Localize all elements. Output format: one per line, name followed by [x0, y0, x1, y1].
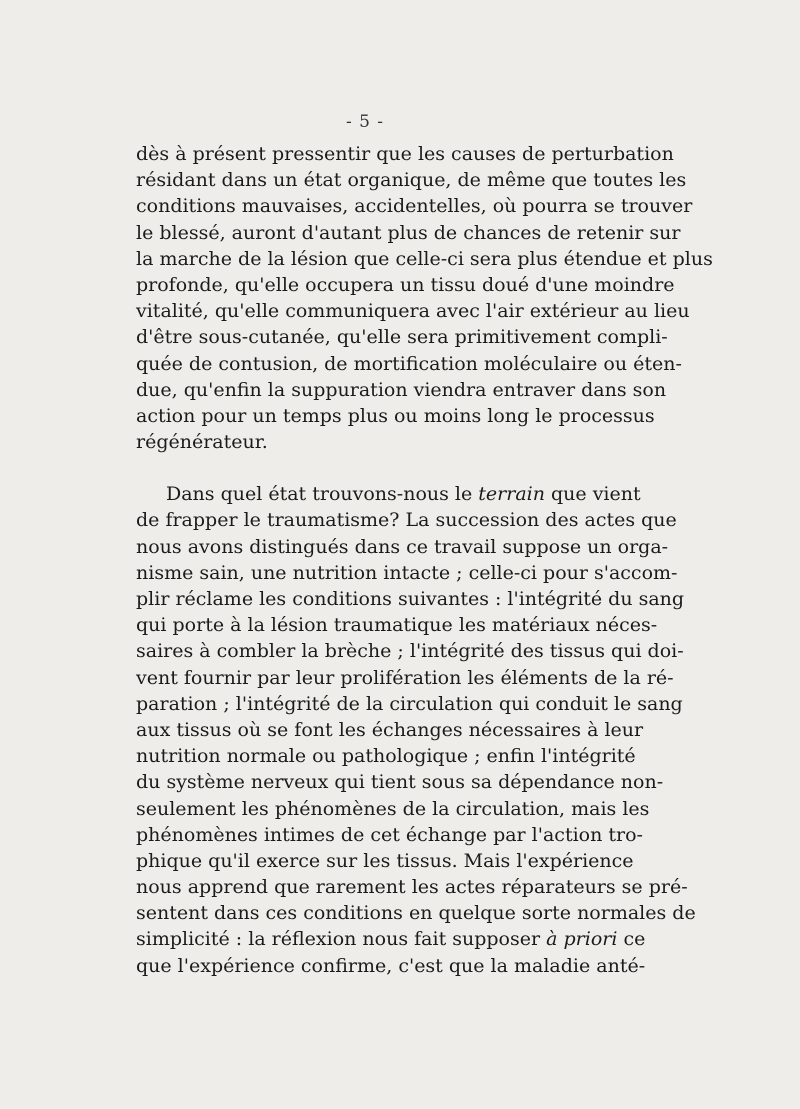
- text-line: nous apprend que rarement les actes réparateurs se pré-: [136, 876, 688, 899]
- text-line: vent fournir par leur prolifération les éléments de la ré-: [136, 666, 674, 689]
- text-line: d'être sous-cutanée, qu'elle sera primitivement compli-: [136, 326, 668, 349]
- italic-term: terrain: [478, 483, 545, 506]
- text-line: la marche de la lésion que celle-ci sera plus étendue et plus: [136, 247, 713, 270]
- text-line: nutrition normale ou pathologique ; enfin l'intégrité: [136, 745, 636, 768]
- text-line: vitalité, qu'elle communiquera avec l'air extérieur au lieu: [136, 300, 690, 323]
- page-number: - 5 -: [345, 112, 385, 132]
- text-line: [136, 481, 641, 507]
- text-line: seulement les phénomènes de la circulation, mais les: [136, 797, 650, 820]
- italic-term: à priori: [546, 928, 618, 951]
- paragraph-gap: [136, 455, 612, 481]
- text-line: action pour un temps plus ou moins long le processus: [136, 404, 655, 427]
- text-line: plir réclame les conditions suivantes : l'intégrité du sang: [136, 588, 685, 610]
- text-line: aux tissus où se font les échanges nécessaires à leur: [136, 718, 644, 741]
- text-line: due, qu'enfin la suppuration viendra entraver dans son: [136, 378, 667, 401]
- text-line: régénérateur.: [136, 431, 268, 454]
- text-line: résidant dans un état organique, de même que toutes les: [136, 169, 687, 192]
- text-line: saires à combler la brèche ; l'intégrité des tissus qui doi-: [136, 640, 684, 663]
- text-line: qui porte à la lésion traumatique les matériaux néces-: [136, 614, 658, 637]
- text-line: de frapper le traumatisme? La succession des actes que: [136, 509, 677, 532]
- text-line: phénomènes intimes de cet échange par l'action tro-: [136, 823, 643, 846]
- text-body: [136, 141, 713, 979]
- text-line: sentent dans ces conditions en quelque sorte normales de: [136, 902, 696, 925]
- text-line: conditions mauvaises, accidentelles, où pourra se trouver: [136, 195, 693, 218]
- text-line: nous avons distingués dans ce travail suppose un orga-: [136, 535, 669, 558]
- text-line: du système nerveux qui tient sous sa dépendance non-: [136, 771, 664, 794]
- text-run: simplicité : la réflexion nous fait supposer: [136, 928, 547, 951]
- text-line: que l'expérience confirme, c'est que la maladie anté-: [136, 954, 646, 977]
- text-run: Dans quel état trouvons-nous le: [166, 483, 479, 506]
- paragraph-1: [136, 141, 713, 455]
- text-line: nisme sain, une nutrition intacte ; celle-ci pour s'accom-: [136, 561, 678, 584]
- text-line: phique qu'il exerce sur les tissus. Mais l'expérience: [136, 849, 634, 872]
- text-run: que vient: [544, 483, 641, 506]
- text-line: [136, 926, 646, 952]
- text-line: le blessé, auront d'autant plus de chances de retenir sur: [136, 221, 681, 244]
- text-line: profonde, qu'elle occupera un tissu doué d'une moindre: [136, 273, 675, 296]
- text-run: ce: [617, 928, 646, 951]
- text-line: paration ; l'intégrité de la circulation qui conduit le sang: [136, 692, 683, 715]
- text-line: dès à présent pressentir que les causes de perturbation: [136, 143, 674, 165]
- text-line: quée de contusion, de mortification moléculaire ou éten-: [136, 352, 682, 375]
- paragraph-2: [136, 481, 696, 979]
